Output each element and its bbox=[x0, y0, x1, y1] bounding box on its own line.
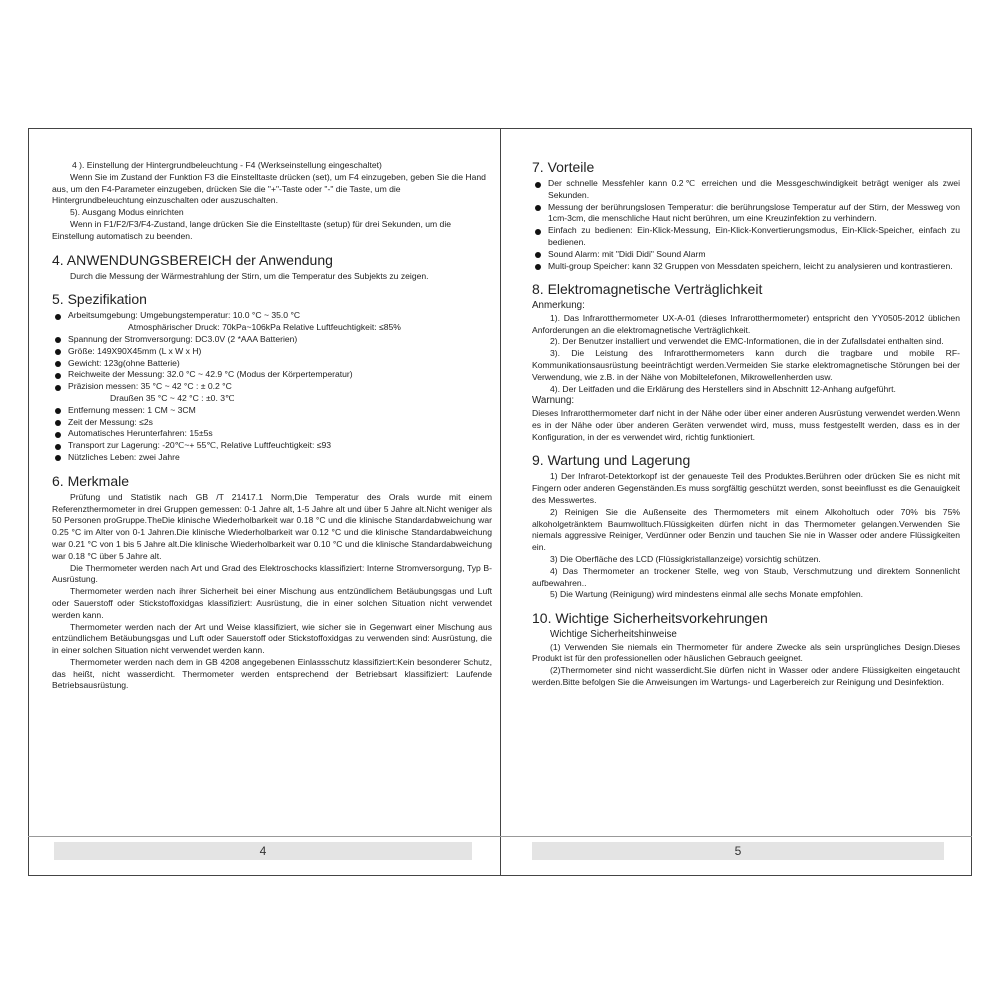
spec-item: Zeit der Messung: ≤2s bbox=[52, 417, 492, 429]
safety-item: (2)Thermometer sind nicht wasserdicht.Sie dürfen nicht in Wasser oder andere Flüssigkeiten eingetaucht werden.Bitte befolgen Sie die Anweisungen im Wartungs- und Lagerbereich zur Reinigung und Desinfektion. bbox=[532, 665, 960, 687]
section-title: 9. Wartung und Lagerung bbox=[532, 452, 691, 469]
page-number-right: 5 bbox=[532, 842, 944, 860]
feature-paragraph: Thermometer werden nach ihrer Sicherheit bei einer Mischung aus entzündlichem Betäubungsgas und Luft oder Sauerstoff oder Stickstoffoxidgas klassifiziert: Ausrüstung, die in einer solchen Situation nicht verwendet werden kann. bbox=[52, 586, 492, 620]
advantage-item: Multi-group Speicher: kann 32 Gruppen von Messdaten speichern, leicht zu analysieren und kontrastieren. bbox=[532, 261, 960, 273]
spec-item: Nützliches Leben: zwei Jahre bbox=[52, 452, 492, 464]
maintenance-item: 2) Reinigen Sie die Außenseite des Thermometers mit einem Alkoholtuch oder 70% bis 75% alkoholgetränktem Baumwolltuch.Flüssigkeiten dürfen nicht in das Thermometer gelangen.Verwenden Sie niemals aggressive Reiniger, Verdünner oder Benzin und tauchen Sie nie in Wasser oder andere Flüssigkeiten ein. bbox=[532, 506, 960, 553]
section-title: 10. Wichtige Sicherheitsvorkehrungen bbox=[532, 610, 768, 627]
intro-line: 4 ). Einstellung der Hintergrundbeleuchtung - F4 (Werkseinstellung eingeschaltet) bbox=[72, 160, 382, 170]
spec-item: Automatisches Herunterfahren: 15±5s bbox=[52, 428, 492, 440]
section-title: 6. Merkmale bbox=[52, 472, 130, 489]
spec-item: Reichweite der Messung: 32.0 °C ~ 42.9 °C (Modus der Körpertemperatur) bbox=[52, 369, 492, 381]
spec-item: Transport zur Lagerung: -20℃~+ 55℃, Relative Luftfeuchtigkeit: ≤93 bbox=[52, 440, 492, 452]
advantage-item: Der schnelle Messfehler kann 0.2℃ erreichen und die Messgeschwindigkeit beträgt weniger als zwei Sekunden. bbox=[532, 178, 960, 202]
spec-item: Entfernung messen: 1 CM ~ 3CM bbox=[52, 405, 492, 417]
spec-item: Größe: 149X90X45mm (L x W x H) bbox=[52, 346, 492, 358]
emc-note: 2). Der Benutzer installiert und verwendet die EMC-Informationen, die in der Zufallsdatei enthalten sind. bbox=[550, 336, 944, 347]
maintenance-item: 5) Die Wartung (Reinigung) wird mindestens einmal alle sechs Monate empfohlen. bbox=[550, 589, 864, 600]
page-number-left: 4 bbox=[54, 842, 472, 860]
page-divider bbox=[500, 128, 501, 876]
note-label: Anmerkung: bbox=[532, 300, 585, 312]
section-title: 4. ANWENDUNGSBEREICH der Anwendung bbox=[52, 251, 333, 268]
maintenance-item: 1) Der Infrarot-Detektorkopf ist der genaueste Teil des Produktes.Berühren oder drücken Sie es nicht mit Fingern oder anderen Gegenständen.Es muss sorgfältig geschützt werden, sonst beeinflusst es die Genauigkeit des Messwertes. bbox=[532, 471, 960, 505]
warning-text: Dieses Infrarotthermometer darf nicht in der Nähe oder über einer anderen Ausrüstung verwendet werden.Wenn es in der Nähe oder über anderen Geräten verwendet wird, muss, muss festgestellt werden, dass es in der Konfiguration, in der es verwendet wird, richtig funktioniert. bbox=[532, 407, 960, 442]
section-title: 8. Elektromagnetische Verträglichkeit bbox=[532, 281, 763, 298]
safety-item: (1) Verwenden Sie niemals ein Thermometer für andere Zwecke als sein ursprüngliches Design.Dieses Produkt ist für den professionellen oder häuslichen Gebrauch geeignet. bbox=[532, 641, 960, 664]
maintenance-item: 4) Das Thermometer an trockener Stelle, weg von Staub, Verschmutzung und direktem Sonnenlicht aufbewahren.. bbox=[532, 565, 960, 588]
intro-line: 5). Ausgang Modus einrichten bbox=[70, 207, 184, 218]
intro-line: Wenn Sie im Zustand der Funktion F3 die Einstelltaste drücken (set), um F4 einzugeben, geben Sie die Hand aus, um den F4-Parameter einzugeben, drücken Sie die "+"-Taste oder "-" die Taste, um die Hintergrundbeleuchtung einzuschalten oder auszuschalten. bbox=[52, 171, 486, 206]
section-title: 7. Vorteile bbox=[532, 159, 595, 175]
section-title: 5. Spezifikation bbox=[52, 291, 147, 308]
emc-note: 4). Der Leitfaden und die Erklärung des Herstellers sind in Abschnitt 12-Anhang aufgeführt. bbox=[550, 383, 896, 394]
warning-label: Warnung: bbox=[532, 395, 575, 407]
spec-item: Präzision messen: 35 °C ~ 42 °C : ± 0.2 °C bbox=[52, 381, 492, 393]
feature-paragraph: Thermometer werden nach dem in GB 4208 angegebenen Einlassschutz klassifiziert:Kein besonderer Schutz, das heißt, nicht wasserdicht. Thermometer werden entsprechend der Betriebsart klassifiziert: Laufende Betriebsausrüstung. bbox=[52, 656, 492, 691]
advantage-item: Sound Alarm: mit "Didi Didi" Sound Alarm bbox=[532, 249, 960, 261]
page-right bbox=[532, 150, 960, 689]
section-subtitle: Wichtige Sicherheitshinweise bbox=[550, 629, 677, 641]
emc-note: 3). Die Leistung des Infrarotthermometers kann durch die tragbare und mobile RF-Kommunikationsausrüstung beeinträchtigt werden.Vermeiden Sie starke elektromagnetische Störungen bei der Verwendung, wie z.B. in der Nähe von Mobiltelefonen, Mikrowellenherden usw. bbox=[532, 348, 960, 382]
spec-item: Spannung der Stromversorgung: DC3.0V (2 *AAA Batterien) bbox=[52, 334, 492, 346]
maintenance-item: 3) Die Oberfläche des LCD (Flüssigkristallanzeige) vorsichtig schützen. bbox=[550, 553, 821, 564]
emc-note: 1). Das Infrarotthermometer UX-A-01 (dieses Infrarotthermometer) entspricht den YY0505-2012 üblichen Anforderungen an die elektromagnetische Verträglichkeit. bbox=[532, 312, 960, 335]
page-left bbox=[52, 150, 492, 692]
feature-paragraph: Die Thermometer werden nach Art und Grad des Elektroschocks klassifiziert: Interne Stromversorgung, Typ B-Ausrüstung. bbox=[52, 562, 492, 585]
feature-paragraph: Thermometer werden nach der Art und Weise klassifiziert, wie sicher sie in Gegenwart einer Mischung aus entzündlichem Betäubungsgas und Luft oder Sauerstoff oder Stickstoffoxidgas zu verwenden sind: Ausrüstung, die in einer solchen Situation nicht verwendet werden kann. bbox=[52, 621, 492, 656]
advantage-item: Einfach zu bedienen: Ein-Klick-Messung, Ein-Klick-Konvertierungsmodus, Ein-Klick-Speicher, einfach zu bedienen. bbox=[532, 225, 960, 249]
intro-line: Wenn in F1/F2/F3/F4-Zustand, lange drücken Sie die Einstelltaste (setup) für drei Sekunden, um die Einstellung automatisch zu beenden. bbox=[52, 218, 452, 241]
spec-item: Arbeitsumgebung: Umgebungstemperatur: 10.0 °C ~ 35.0 °C bbox=[52, 310, 492, 322]
spec-subline: Draußen 35 °C ~ 42 °C : ±0. 3℃ bbox=[110, 392, 235, 403]
section-text: Durch die Messung der Wärmestrahlung der Stirn, um die Temperatur des Subjekts zu zeigen. bbox=[70, 270, 429, 281]
spec-item: Gewicht: 123g(ohne Batterie) bbox=[52, 358, 492, 370]
footer-rule bbox=[28, 836, 972, 837]
advantage-item: Messung der berührungslosen Temperatur: die berührungslose Temperatur auf der Stirn, der Messweg von 1cm-3cm, die menschliche Haut nicht berühren, um eine Kreuzinfektion zu verhindern. bbox=[532, 202, 960, 226]
feature-paragraph: Prüfung und Statistik nach GB /T 21417.1 Norm,Die Temperatur des Orals wurde mit einem Referenzthermometer in drei Gruppen gemessen: 0-1 Jahre alt, 1-5 Jahre alt und über 5 Jahre alt.Nicht weniger als 50 Personen proGruppe.TheDie klinische Wiederholbarkeit war 0.18 °C und die klinische Standardabweichung war 0.25 °C im Alter von 0-1 Jahren.Die klinische Wiederholbarkeit war 0.12 °C und die klinische Standardabweichung war 0.21 °C von 1 bis 5 Jahre alt.Die klinische Wiederholbarkeit war 0.10 °C und die klinische Standardabweichung war 0.18 °C über 5 Jahre alt. bbox=[52, 491, 492, 561]
spec-subline: Atmosphärischer Druck: 70kPa~106kPa Relative Luftfeuchtigkeit: ≤85% bbox=[128, 322, 401, 333]
